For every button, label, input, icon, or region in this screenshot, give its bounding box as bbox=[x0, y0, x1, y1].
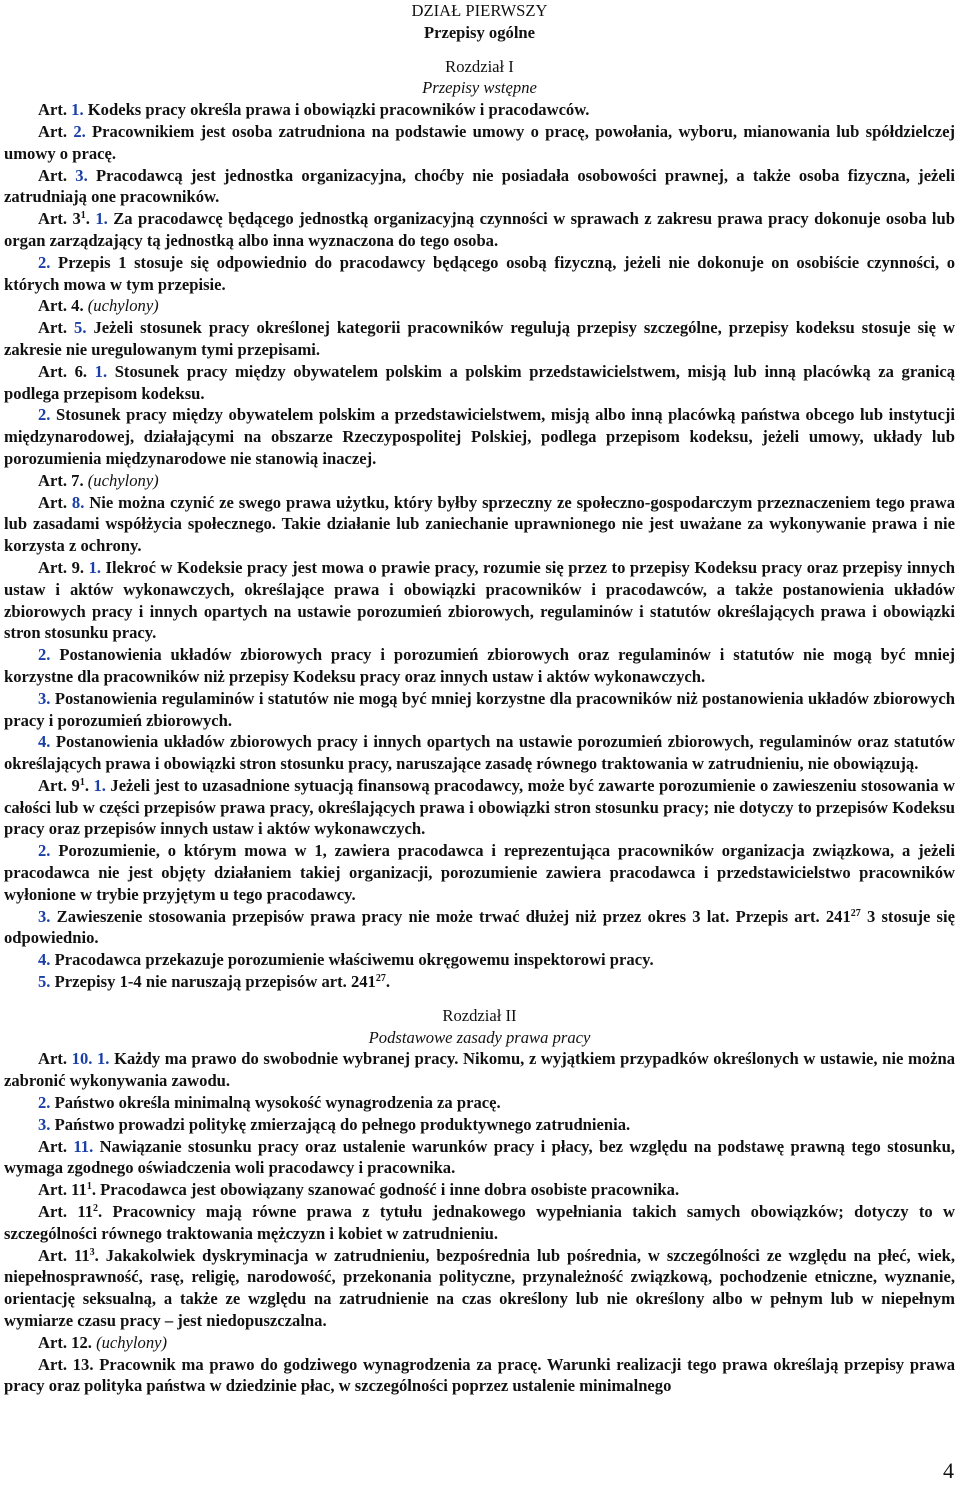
article-9-section-1: Art. 9. 1. Ilekroć w Kodeksie pracy jest mowa o prawie pracy, rozumie się przez to przepisy Kodeksu pracy oraz przepisy innych ustaw i aktów wykonawczych, określające prawa i obowiązki pracowników i pracodawców, a także postanowienia układów zbiorowych pracy i innych opartych na ustawie porozumień zbiorowych, regulaminów i statutów określających prawa i obowiązki stron stosunku pracy. bbox=[4, 557, 955, 643]
article-9-section-3: 3. Postanowienia regulaminów i statutów nie mogą być mniej korzystne dla pracowników niż postanowienia układów zbiorowych pracy i porozumień zbiorowych. bbox=[4, 688, 955, 730]
article-3: Art. 3. Pracodawcą jest jednostka organizacyjna, choćby nie posiadała osobowości prawnej, a także osoba fizyczna, jeżeli zatrudniają one pracowników. bbox=[4, 165, 956, 207]
chapter-subtitle: Podstawowe zasady prawa pracy bbox=[368, 1027, 591, 1047]
part-heading: DZIAŁ PIERWSZY bbox=[411, 1, 548, 20]
article-9-1-section-1: Art. $9^1$. 1. Jeżeli jest to uzasadnione sytuacją finansową pracodawcy, może być zawarte porozumienie o zawieszeniu stosowania w całości lub w części przepisów prawa pracy, określających prawa i obowiązki stron stosunku pracy; nie dotyczy to przepisów Kodeksu pracy oraz przepisów innych ustaw i aktów wykonawczych. bbox=[4, 775, 956, 839]
article-9-1-section-5: 5. Przepisy 1-4 nie naruszają przepisów art. $241^{27}$. bbox=[38, 972, 390, 992]
article-6-section-2: 2. Stosunek pracy między obywatelem polskim a przedstawicielstwem, misją albo inną placówką państwa obcego lub instytucji międzynarodowej, działającymi na obszarze Rzeczypospolitej Polskiej, podlega przepisom kodeksu, jeżeli umowy, układy lub porozumienia międzynarodowe nie stanowią inaczej. bbox=[4, 405, 955, 468]
part-title: Przepisy ogólne bbox=[423, 22, 536, 42]
section-link[interactable]: 4. bbox=[38, 950, 51, 970]
article-9-section-4: 4. Postanowienia układów zbiorowych pracy i innych opartych na ustawie porozumień zbiorowych, regulaminów oraz statutów określających prawa i obowiązki stron stosunku pracy, naruszające zasadę równego traktowania w zatrudnieniu, nie obowiązują. bbox=[4, 732, 955, 774]
article-11: Art. 11. Nawiązanie stosunku pracy oraz ustalenie warunków pracy i płacy, bez względu na podstawę prawną tego stosunku, wymaga zgodnego oświadczenia woli pracodawcy i pracownika. bbox=[4, 1136, 955, 1178]
section-link[interactable]: 4. bbox=[38, 732, 51, 752]
section-link[interactable]: 1. bbox=[94, 361, 108, 381]
section-link[interactable]: 3. bbox=[38, 906, 51, 926]
section-link[interactable]: 1. bbox=[95, 209, 108, 229]
article-6-section-1: Art. 6. 1. Stosunek pracy między obywatelem polskim a polskim przedstawicielstwem, misją lub inną placówką za granicą podlega przepisom kodeksu. bbox=[4, 361, 956, 403]
chapter-subtitle: Przepisy wstępne bbox=[422, 78, 537, 98]
section-link[interactable]: 5. bbox=[38, 972, 51, 992]
article-10-section-2: 2. Państwo określa minimalną wysokość wynagrodzenia za pracę. bbox=[38, 1093, 501, 1113]
section-link[interactable]: 2. bbox=[38, 252, 51, 272]
article-link[interactable]: 2. bbox=[73, 121, 86, 141]
article-9-section-2: 2. Postanowienia układów zbiorowych pracy i porozumień zbiorowych oraz regulaminów i statutów nie mogą być mniej korzystne dla pracowników niż przepisy Kodeksu pracy oraz innych ustaw i aktów wykonawczych. bbox=[4, 645, 955, 686]
article-link[interactable]: 1. bbox=[71, 100, 84, 120]
section-link[interactable]: 1. bbox=[88, 557, 102, 577]
section-link[interactable]: 2. bbox=[38, 841, 51, 861]
article-9-1-section-4: 4. Pracodawca przekazuje porozumienie właściwemu okręgowemu inspektorowi pracy. bbox=[38, 950, 654, 970]
article-link[interactable]: 11. bbox=[73, 1136, 94, 1156]
article-7: Art. 7. (uchylony) bbox=[38, 470, 159, 490]
spacer bbox=[4, 993, 955, 1005]
section-link[interactable]: 1. bbox=[93, 775, 106, 795]
section-link[interactable]: 2. bbox=[38, 645, 51, 665]
document-content bbox=[4, 0, 955, 1397]
article-link[interactable]: 3. bbox=[75, 165, 88, 185]
article-9-1-section-3: 3. Zawieszenie stosowania przepisów prawa pracy nie może trwać dłużej niż przez okres 3 lat. Przepis art. $241^{27}$ 3 stosuje się odpowiednio. bbox=[4, 906, 955, 948]
section-link[interactable]: 3. bbox=[38, 1114, 51, 1134]
article-link[interactable]: 10. bbox=[71, 1049, 93, 1069]
article-4: Art. 4. (uchylony) bbox=[38, 296, 159, 316]
article-11-3: Art. $11^3$. Jakakolwiek dyskryminacja w zatrudnieniu, bezpośrednia lub pośrednia, w szczególności ze względu na płeć, wiek, niepełnosprawność, rasę, religię, narodowość, przekonania polityczne, przynależność związkową, pochodzenie etniczne, wyznanie, orientację seksualną, a także ze względu na zatrudnienie na czas określony lub nie określony albo w pełnym lub w niepełnym wymiarze czasu pracy – jest niedopuszczalna. bbox=[4, 1245, 955, 1331]
section-link[interactable]: 2. bbox=[38, 1093, 51, 1113]
article-8: Art. 8. Nie można czynić ze swego prawa użytku, który byłby sprzeczny ze społeczno-gospodarczym przeznaczeniem tego prawa lub zasadami współżycia społecznego. Takie działanie lub zaniechanie uprawnionego nie jest uważane za wykonywanie prawa i nie korzysta z ochrony. bbox=[4, 492, 955, 556]
spacer bbox=[4, 44, 955, 56]
article-3-1-section-2: 2. Przepis 1 stosuje się odpowiednio do pracodawcy będącego osobą fizyczną, jeżeli nie dokonuje on osobiście czynności, o których mowa w tym przepisie. bbox=[4, 252, 955, 294]
repealed-label: (uchylony) bbox=[87, 296, 159, 316]
article-10-section-3: 3. Państwo prowadzi politykę zmierzającą do pełnego produktywnego zatrudnienia. bbox=[38, 1114, 631, 1134]
article-link[interactable]: 8. bbox=[71, 492, 85, 512]
article-11-2: Art. $11^2$. Pracownicy mają równe prawa z tytułu jednakowego wypełniania takich samych obowiązków; dotyczy to w szczególności równego traktowania mężczyzn i kobiet w zatrudnieniu. bbox=[4, 1202, 955, 1243]
article-13: Art. 13. Pracownik ma prawo do godziwego wynagrodzenia za pracę. Warunki realizacji tego prawa określają przepisy prawa pracy oraz polityka państwa w dziedzinie płac, w szczególności poprzez ustalenie minimalnego bbox=[4, 1354, 955, 1396]
repealed-label: (uchylony) bbox=[87, 470, 159, 490]
repealed-label: (uchylony) bbox=[96, 1332, 168, 1352]
article-10-section-1: Art. 10. 1. Każdy ma prawo do swobodnie wybranej pracy. Nikomu, z wyjątkiem przypadków określonych w ustawie, nie można zabronić wykonywania zawodu. bbox=[4, 1049, 955, 1091]
page-number: 4 bbox=[943, 1458, 954, 1483]
section-link[interactable]: 2. bbox=[38, 405, 51, 425]
article-9-1-section-2: 2. Porozumienie, o którym mowa w 1, zawiera pracodawca i reprezentująca pracowników organizacja związkowa, a jeżeli pracodawca nie jest objęty działaniem takiej organizacji, porozumienie zawiera pracodawca i przedstawicielstwo pracowników wyłonione w trybie przyjętym u tego pracodawcy. bbox=[4, 841, 955, 904]
chapter-heading: Rozdział II bbox=[442, 1005, 517, 1025]
article-5: Art. 5. Jeżeli stosunek pracy określonej kategorii pracowników regulują przepisy szczególne, przepisy kodeksu stosuje się w zakresie nie uregulowanym tymi przepisami. bbox=[4, 318, 956, 359]
article-12: Art. 12. (uchylony) bbox=[38, 1332, 168, 1352]
section-link[interactable]: 1. bbox=[97, 1049, 110, 1069]
chapter-heading: Rozdział I bbox=[445, 56, 514, 76]
article-11-1: Art. $11^1$. Pracodawca jest obowiązany szanować godność i inne dobra osobiste pracownika. bbox=[38, 1180, 680, 1200]
article-link[interactable]: 5. bbox=[74, 318, 87, 338]
section-link[interactable]: 3. bbox=[38, 688, 51, 708]
article-2: Art. 2. Pracownikiem jest osoba zatrudniona na podstawie umowy o pracę, powołania, wyboru, mianowania lub spółdzielczej umowy o pracę. bbox=[4, 121, 956, 163]
article-3-1: Art. $3^1$. 1. Za pracodawcę będącego jednostką organizacyjną czynności w sprawach z zakresu prawa pracy dokonuje osoba lub organ zarządzający tą jednostką albo inna wyznaczona do tego osoba. bbox=[4, 209, 955, 250]
article-1: Art. 1. Kodeks pracy określa prawa i obowiązki pracowników i pracodawców. bbox=[38, 100, 590, 120]
